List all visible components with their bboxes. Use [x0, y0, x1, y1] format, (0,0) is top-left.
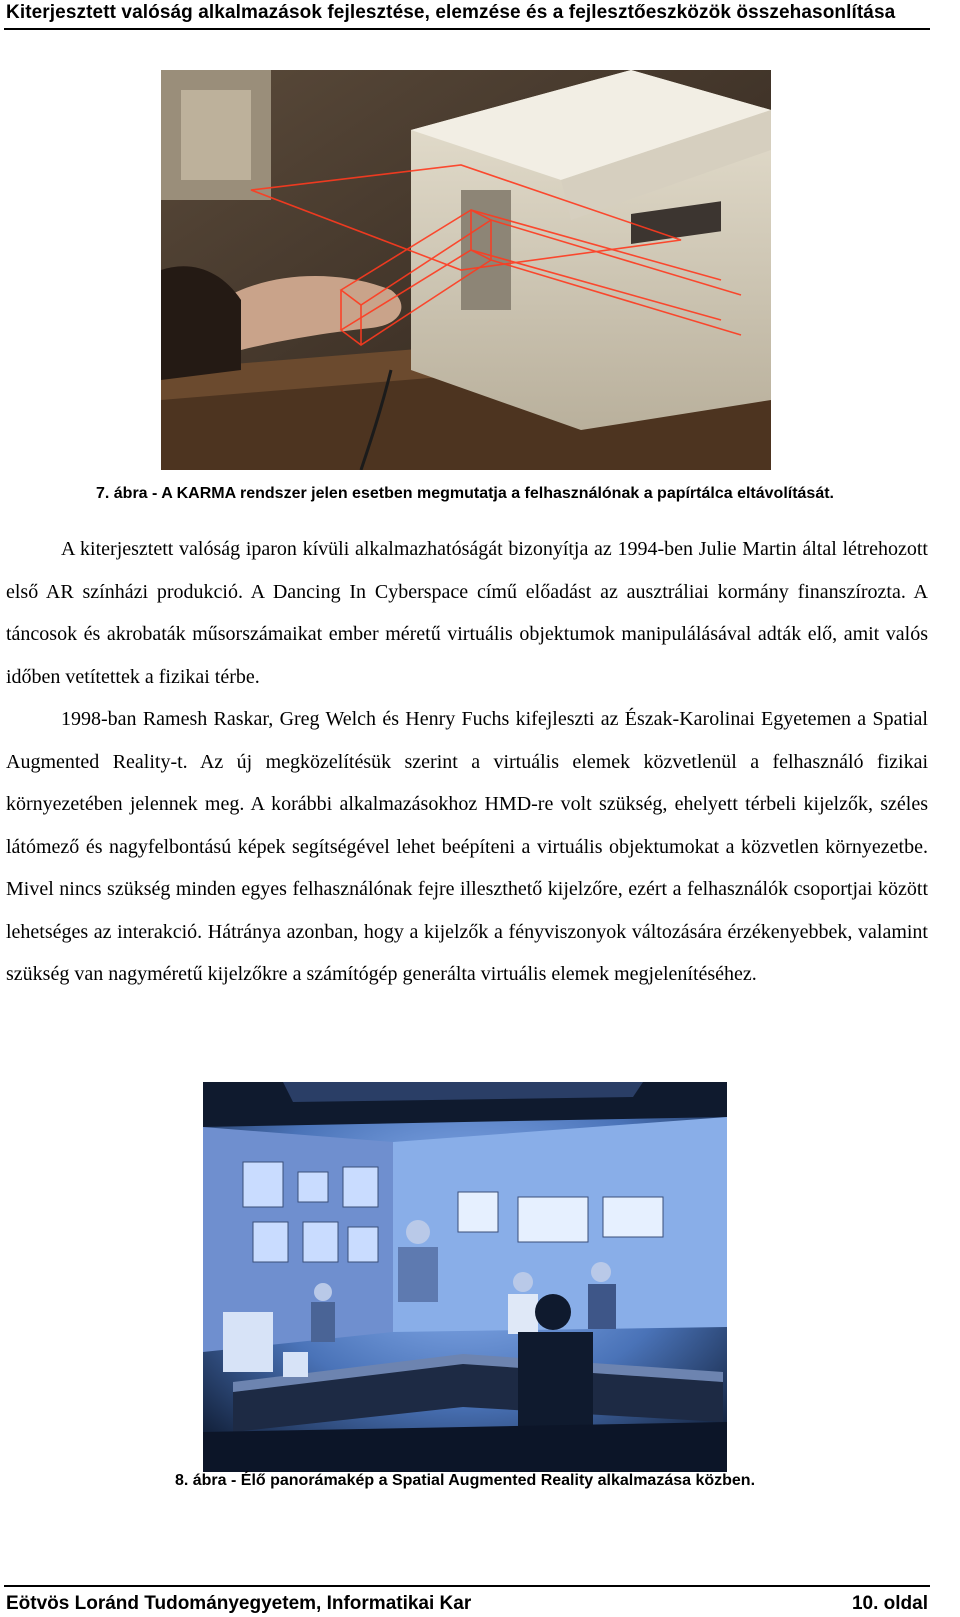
figure-7-caption: 7. ábra - A KARMA rendszer jelen esetben megmutatja a felhasználónak a papírtálca eltávolítását. — [95, 485, 834, 502]
karma-printer-photo — [161, 70, 771, 470]
footer-rule — [4, 1585, 930, 1587]
figure-8-caption: 8. ábra - Élő panorámakép a Spatial Augmented Reality alkalmazása közben. — [174, 1472, 756, 1489]
paragraph: 1998-ban Ramesh Raskar, Greg Welch és Henry Fuchs kifejleszti az Észak-Karolinai Egyetemen a Spatial Augmented Reality-t. Az új megközelítésük szerint a virtuális elemek közvetlenül a felhasználó fizikai környezetében jelennek meg. A korábbi alkalmazásokhoz HMD-re volt szükség, ehelyett térbeli kijelzők, széles látómező és nagyfelbontású képek segítségével lehet beépíteni a virtuális objektumokat a közvetlen környezetbe. Mivel nincs szükség minden egyes felhasználónak fejre illeszthető kijelzőre, ezért a felhasználók csoportjai között lehetséges az interakció. Hátránya azonban, hogy a kijelzők a fényviszonyok változására érzékenyebbek, valamint szükség van nagyméretű kijelzőkre a számítógép generálta virtuális elemek megjelenítéséhez. — [6, 708, 928, 985]
footer-page-number: 10. oldal — [851, 1593, 928, 1614]
footer-institution: Eötvös Loránd Tudományegyetem, Informatikai Kar — [6, 1593, 472, 1614]
spatial-ar-panorama-photo — [203, 1082, 727, 1472]
page-header: Kiterjesztett valóság alkalmazások fejlesztése, elemzése és a fejlesztőeszközök összehasonlítása — [6, 2, 896, 23]
body-text — [6, 528, 928, 996]
paragraph: A kiterjesztett valóság iparon kívüli alkalmazhatóságát bizonyítja az 1994-ben Julie Martin által létrehozott első AR színházi produkció. A Dancing In Cyberspace című előadást az ausztráliai kormány finanszírozta. A táncosok és akrobaták műsorszámaikat ember méretű virtuális objektumok manipulálásával adták elő, amit valós időben vetítettek a fizikai térbe. — [6, 538, 928, 688]
header-rule — [4, 28, 930, 30]
spatial-ar-photo-illustration — [203, 1082, 727, 1472]
karma-photo-illustration — [161, 70, 771, 470]
